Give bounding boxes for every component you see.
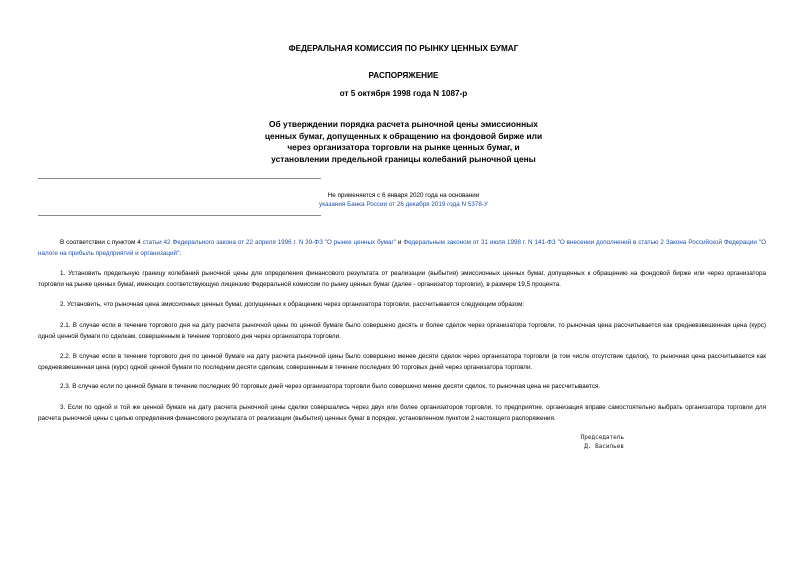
clause-2 [38,299,766,310]
clause-text: 3. Если по одной и той же ценной бумаге на дату расчета рыночной цены сделки совершались через двух или более организаторов торговли, то предприятие, организация вправе самостоятельно выбрать организатора торговли для расчета рыночной цены с целью определения финансового результата от реализации (выбытия) ценных бумаг в порядке, установленном пунктом 2 настоящего распоряжения. [38,404,766,423]
law-39fz-link[interactable]: статьи 42 Федерального закона от 22 апреля 1996 г. N 39-ФЗ "О рынке ценных бумаг" [142,239,397,246]
status-notice-link-row [0,201,807,208]
clause-text: 2. Установить, что рыночная цена эмиссионных ценных бумаг, допущенных к обращению через организатора торговли, рассчитывается следующим образом: [60,301,525,308]
title-line: ценных бумаг, допущенных к обращению на фондовой бирже или [264,130,543,141]
title-line: установлении предельной границы колебаний рыночной цены [271,153,536,164]
repeal-reference-link[interactable]: указания Банка России от 26 декабря 2019 года N 5378-У [319,201,488,208]
divider-bottom [38,215,321,216]
divider-top [38,178,321,179]
document-type: РАСПОРЯЖЕНИЕ [368,71,439,80]
clause-2-1 [38,320,766,342]
status-notice: Не применяется с 6 января 2020 года на основании [327,192,480,199]
issuing-agency: ФЕДЕРАЛЬНАЯ КОМИССИЯ ПО РЫНКУ ЦЕННЫХ БУМАГ [288,44,519,53]
clause-text: 2.2. В случае если в течение торгового дня по ценной бумаге на дату расчета рыночной цены было совершено менее десяти сделок через организатора торговли (в том числе отсутствие сделок), то рыночная цена рассчитывается как средневзвешенная цена (курс) одной ценной бумаги по последним десяти сделкам, совершенным в течение последних 90 торговых дней через организатора торговли. [38,353,766,372]
document-date-number: от 5 октября 1998 года N 1087-р [339,89,468,98]
preamble-text: В соответствии с пунктом 4 [60,239,143,246]
title-line: Об утверждении порядка расчета рыночной цены эмиссионных [269,119,538,129]
preamble-paragraph [38,237,766,259]
preamble-text: : [179,250,182,258]
clause-2-3 [38,381,766,392]
document-title [200,119,607,165]
clause-text: 2.3. В случае если по ценной бумаге в течение последних 90 торговых дней через организатора торговли было совершено менее десяти сделок, то рыночная цена не рассчитывается. [60,383,601,390]
clause-text: 1. Установить предельную границу колебаний рыночной цены для определения финансового результата от реализации (выбытия) эмиссионных ценных бумаг, допущенных к обращению на фондовой бирже или через организатора торговли на рынке ценных бумаг, имеющих соответствующую лицензию Федеральной комиссии по рынку ценных бумаг (далее - организатор торговли), в размере 19,5 процента. [38,270,766,289]
clause-1 [38,268,766,290]
preamble-text: и [396,239,404,246]
clause-3 [38,402,766,424]
title-line: через организатора торговли на рынке ценных бумаг, и [287,142,520,152]
law-141fz-link[interactable]: Федеральным законом от 31 июля 1998 г. N 141-ФЗ "О внесении дополнений в статью 2 Закона Российской Федерации "О налоге на прибыль предприятий и организаций" [38,239,766,258]
clause-2-2 [38,351,766,373]
signatory-name: Д. Васильев [584,443,624,450]
signatory-position: Председатель [580,434,624,441]
clause-text: 2.1. В случае если в течение торгового дня на дату расчета рыночной цены по ценной бумаге было совершено десять и более сделок через организатора торговли, то рыночная цена рассчитывается как средневзвешенная цена (курс) одной ценной бумаги по сделкам, совершенным в течение торгового дня через организатора торговли. [38,322,766,341]
